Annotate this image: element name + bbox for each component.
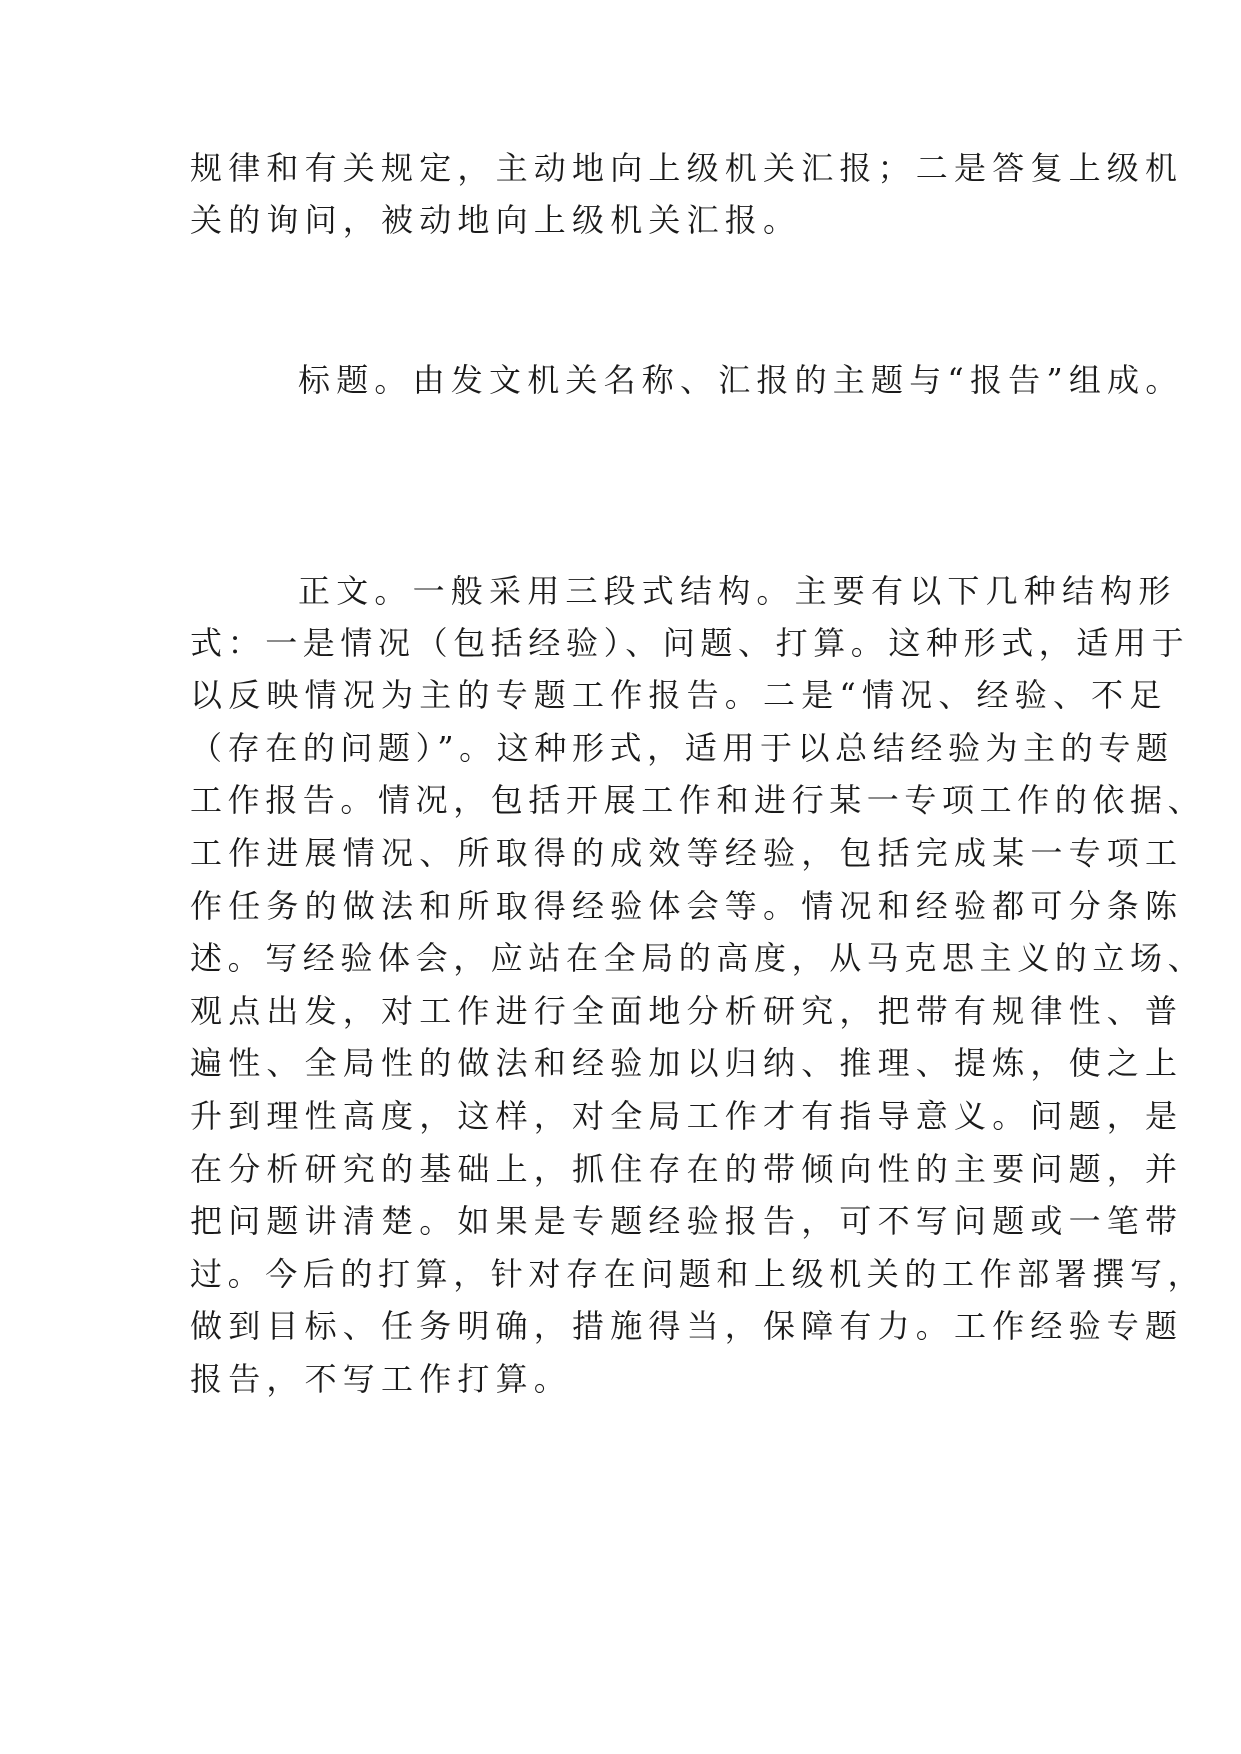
paragraph-line: 以反映情况为主的专题工作报告。二是“情况、经验、不足 xyxy=(190,676,1168,714)
paragraph-line: 报告，不写工作打算。 xyxy=(190,1360,573,1398)
paragraph-line: 把问题讲清楚。如果是专题经验报告，可不写问题或一笔带 xyxy=(190,1202,1184,1240)
paragraph-line: 升到理性高度，这样，对全局工作才有指导意义。问题，是 xyxy=(190,1097,1184,1135)
paragraph-line: 观点出发，对工作进行全面地分析研究，把带有规律性、普 xyxy=(190,992,1184,1030)
paragraph-line: 规律和有关规定，主动地向上级机关汇报；二是答复上级机 xyxy=(190,149,1184,187)
paragraph-line: 作任务的做法和所取得经验体会等。情况和经验都可分条陈 xyxy=(190,887,1184,925)
paragraph-line: 过。今后的打算，针对存在问题和上级机关的工作部署撰写， xyxy=(190,1255,1206,1293)
paragraph-line: 做到目标、任务明确，措施得当，保障有力。工作经验专题 xyxy=(190,1307,1184,1345)
paragraph-line: 正文。一般采用三段式结构。主要有以下几种结构形 xyxy=(298,572,1177,610)
paragraph-line: 述。写经验体会，应站在全局的高度，从马克思主义的立场、 xyxy=(190,939,1206,977)
paragraph-line: 标题。由发文机关名称、汇报的主题与“报告”组成。 xyxy=(298,361,1184,399)
paragraph-line: 式：一是情况（包括经验）、问题、打算。这种形式，适用于 xyxy=(190,624,1190,662)
paragraph-line: 工作报告。情况，包括开展工作和进行某一专项工作的依据、 xyxy=(190,781,1206,819)
paragraph-line: （存在的问题）”。这种形式，适用于以总结经验为主的专题 xyxy=(190,729,1174,767)
paragraph-line: 工作进展情况、所取得的成效等经验，包括完成某一专项工 xyxy=(190,834,1184,872)
paragraph-line: 关的询问，被动地向上级机关汇报。 xyxy=(190,201,802,239)
paragraph-line: 在分析研究的基础上，抓住存在的带倾向性的主要问题，并 xyxy=(190,1150,1184,1188)
paragraph-line: 遍性、全局性的做法和经验加以归纳、推理、提炼，使之上 xyxy=(190,1044,1184,1082)
